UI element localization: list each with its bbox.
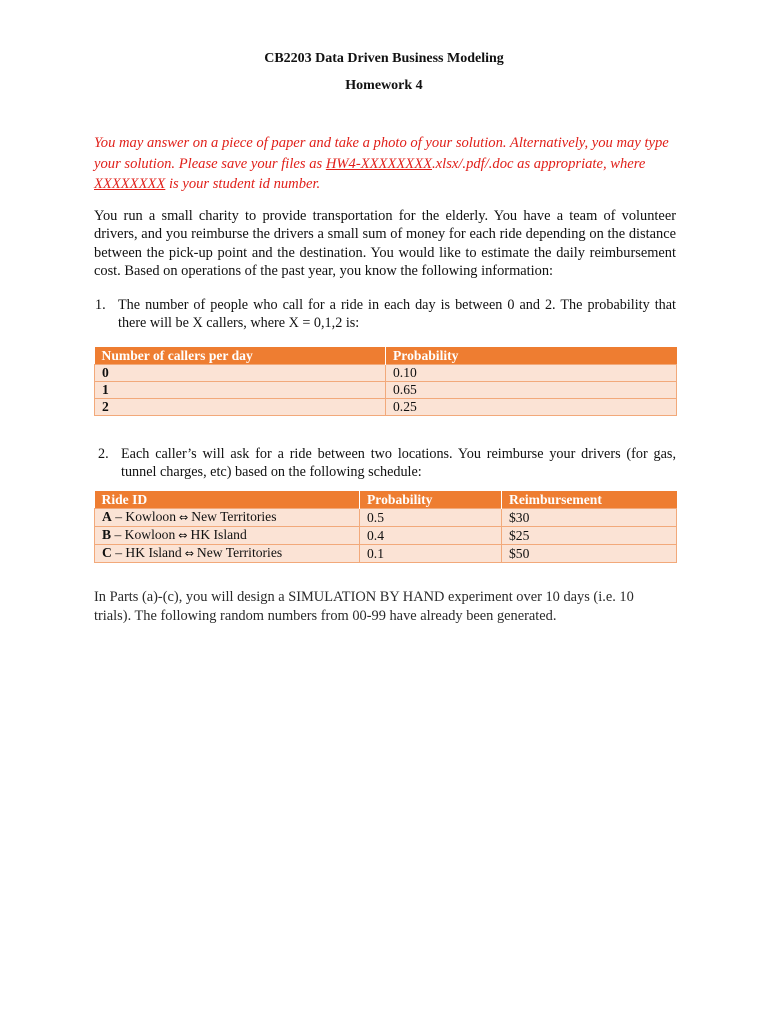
instructions-part1: You may answer on a piece of paper and take a photo of your solution. Alternatively, you may type your solution. Please save your files as xyxy=(94,135,669,172)
probability-cell: 0.10 xyxy=(386,365,677,382)
list-item-text: Each caller’s will ask for a ride between two locations. You reimburse your drivers (for gas, tunnel charges, etc) based on the following schedule: xyxy=(121,446,676,480)
reimbursement-cell: $30 xyxy=(502,509,677,527)
ride-id: A xyxy=(102,509,112,524)
ride-separator: – xyxy=(111,509,126,524)
ride-from: Kowloon xyxy=(125,509,177,524)
list-item-2 xyxy=(98,446,676,482)
callers-cell: 1 xyxy=(95,382,386,399)
ride-reimbursement-table xyxy=(94,491,677,563)
ride-from: Kowloon xyxy=(124,527,176,542)
ride-to: New Territories xyxy=(191,509,277,524)
list-item-text: The number of people who call for a ride in each day is between 0 and 2. The probability that there will be X callers, where X = 0,1,2 is: xyxy=(118,297,676,331)
reimbursement-cell: $25 xyxy=(502,527,677,545)
instructions-part3: is your student id number. xyxy=(165,176,321,193)
ride-to: New Territories xyxy=(196,545,283,560)
instructions-part2: .xlsx/.pdf/.doc as appropriate, where xyxy=(432,155,646,172)
table-row xyxy=(95,399,677,416)
probability-cell: 0.5 xyxy=(360,509,502,527)
column-header-ride-id: Ride ID xyxy=(95,491,360,509)
table-row xyxy=(95,545,677,563)
probability-cell: 0.1 xyxy=(360,545,502,563)
table-header-row xyxy=(95,491,677,509)
probability-cell: 0.4 xyxy=(360,527,502,545)
ride-route-cell xyxy=(95,545,360,563)
ride-id: C xyxy=(102,545,112,560)
reimbursement-cell: $50 xyxy=(502,545,677,563)
ride-from: HK Island xyxy=(125,545,182,560)
table-row xyxy=(95,527,677,545)
ride-separator: – xyxy=(111,545,126,560)
two-way-arrow-icon: ⇔ xyxy=(184,547,194,560)
callers-cell: 2 xyxy=(95,399,386,416)
intro-paragraph: You run a small charity to provide transportation for the elderly. You have a team of volunteer drivers, and you reimburse the drivers a small sum of money for each ride depending on the distance between the pick-up point and the destination. You would like to estimate the daily reimbursement cost. Based on operations of the past year, you know the following information: xyxy=(94,208,676,279)
probability-cell: 0.65 xyxy=(386,382,677,399)
probability-cell: 0.25 xyxy=(386,399,677,416)
callers-cell: 0 xyxy=(95,365,386,382)
ride-route-cell xyxy=(95,509,360,527)
course-title: CB2203 Data Driven Business Modeling xyxy=(264,51,504,66)
table-header-row xyxy=(95,347,677,365)
column-header-reimbursement: Reimbursement xyxy=(502,491,677,509)
table-row xyxy=(95,509,677,527)
closing-paragraph: In Parts (a)-(c), you will design a SIMULATION BY HAND experiment over 10 days (i.e. 10 trials). The following random numbers from 00-99 have already been generated. xyxy=(94,589,634,624)
two-way-arrow-icon: ⇔ xyxy=(178,529,188,542)
ride-route-cell xyxy=(95,527,360,545)
ride-to: HK Island xyxy=(190,527,247,542)
column-header-callers: Number of callers per day xyxy=(95,347,386,365)
list-item-number: 2. xyxy=(98,446,109,462)
table-row xyxy=(95,365,677,382)
column-header-probability: Probability xyxy=(360,491,502,509)
two-way-arrow-icon: ⇔ xyxy=(179,511,189,524)
table-row xyxy=(95,382,677,399)
submission-instructions xyxy=(94,133,680,195)
ride-separator: – xyxy=(111,527,125,542)
ride-id: B xyxy=(102,527,112,542)
callers-probability-table xyxy=(94,347,677,416)
assignment-title: Homework 4 xyxy=(345,78,423,93)
list-item-number: 1. xyxy=(95,297,106,313)
column-header-probability: Probability xyxy=(386,347,677,365)
instructions-student-id: XXXXXXXX xyxy=(94,176,166,193)
list-item-1 xyxy=(95,297,676,333)
instructions-filename: HW4-XXXXXXXX xyxy=(325,155,433,172)
